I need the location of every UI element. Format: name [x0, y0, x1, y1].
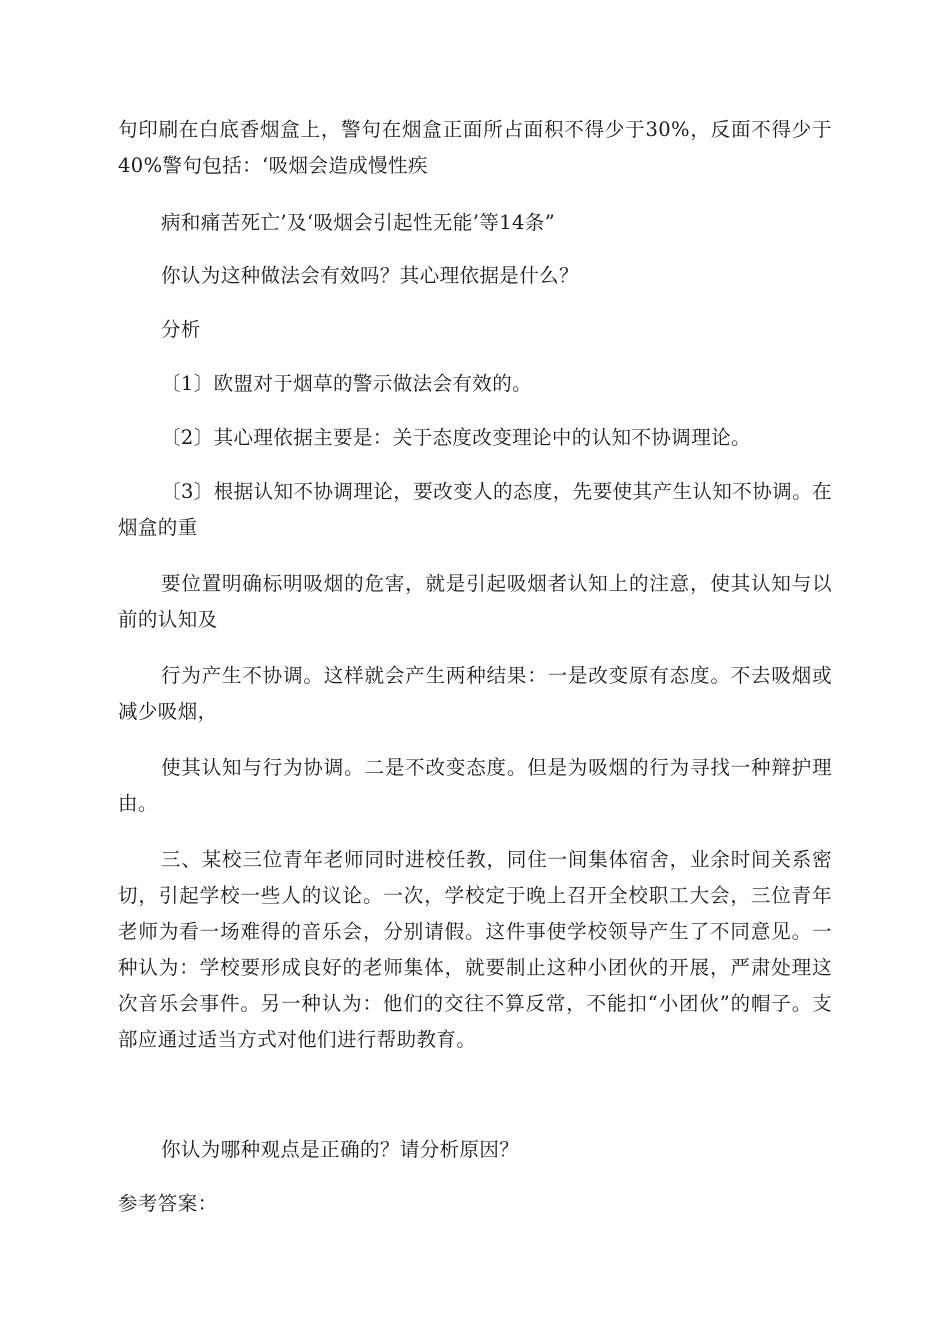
paragraph-analysis-continued-3: 使其认知与行为协调。二是不改变态度。但是为吸烟的行为寻找一种辩护理由。 — [118, 756, 832, 815]
paragraph-analysis-heading: 分析 — [161, 318, 201, 341]
paragraph-question: 你认为这种做法会有效吗？其心理依据是什么？ — [161, 264, 579, 287]
paragraph-analysis-point-3: 〔3〕根据认知不协调理论，要改变人的态度，先要使其产生认知不协调。在烟盒的重 — [118, 480, 832, 539]
paragraph-analysis-continued-2: 行为产生不协调。这样就会产生两种结果：一是改变原有态度。不去吸烟或减少吸烟， — [118, 664, 832, 723]
paragraph-analysis-point-1: 〔1〕欧盟对于烟草的警示做法会有效的。 — [161, 372, 533, 395]
paragraph-warning-label-text: 句印刷在白底香烟盒上，警句在烟盒正面所占面积不得少于30%，反面不得少于40%警句包括：‘吸烟会造成慢性疾 — [118, 118, 832, 177]
paragraph-warning-label-continued: 病和痛苦死亡’及‘吸烟会引起性无能’等14条” — [161, 211, 556, 234]
paragraph-case-three: 三、某校三位青年老师同时进校任教，同住一间集体宿舍，业余时间关系密切，引起学校一些人的议论。一次，学校定于晚上召开全校职工大会，三位青年老师为看一场难得的音乐会，分别请假。这件事使学校领导产生了不同意见。一种认为：学校要形成良好的老师集体，就要制止这种小团伙的开展，严肃处理这次音乐会事件。另一种认为：他们的交往不算反常，不能扣“小团伙”的帽子。支部应通过适当方式对他们进行帮助教育。 — [118, 848, 832, 1051]
paragraph-analysis-point-2: 〔2〕其心理依据主要是：关于态度改变理论中的认知不协调理论。 — [161, 426, 751, 449]
paragraph-analysis-continued-1: 要位置明确标明吸烟的危害，就是引起吸烟者认知上的注意，使其认知与以前的认知及 — [118, 572, 832, 631]
paragraph-reference-answer-heading: 参考答案： — [118, 1192, 218, 1215]
paragraph-case-question: 你认为哪种观点是正确的？请分析原因？ — [161, 1138, 520, 1161]
